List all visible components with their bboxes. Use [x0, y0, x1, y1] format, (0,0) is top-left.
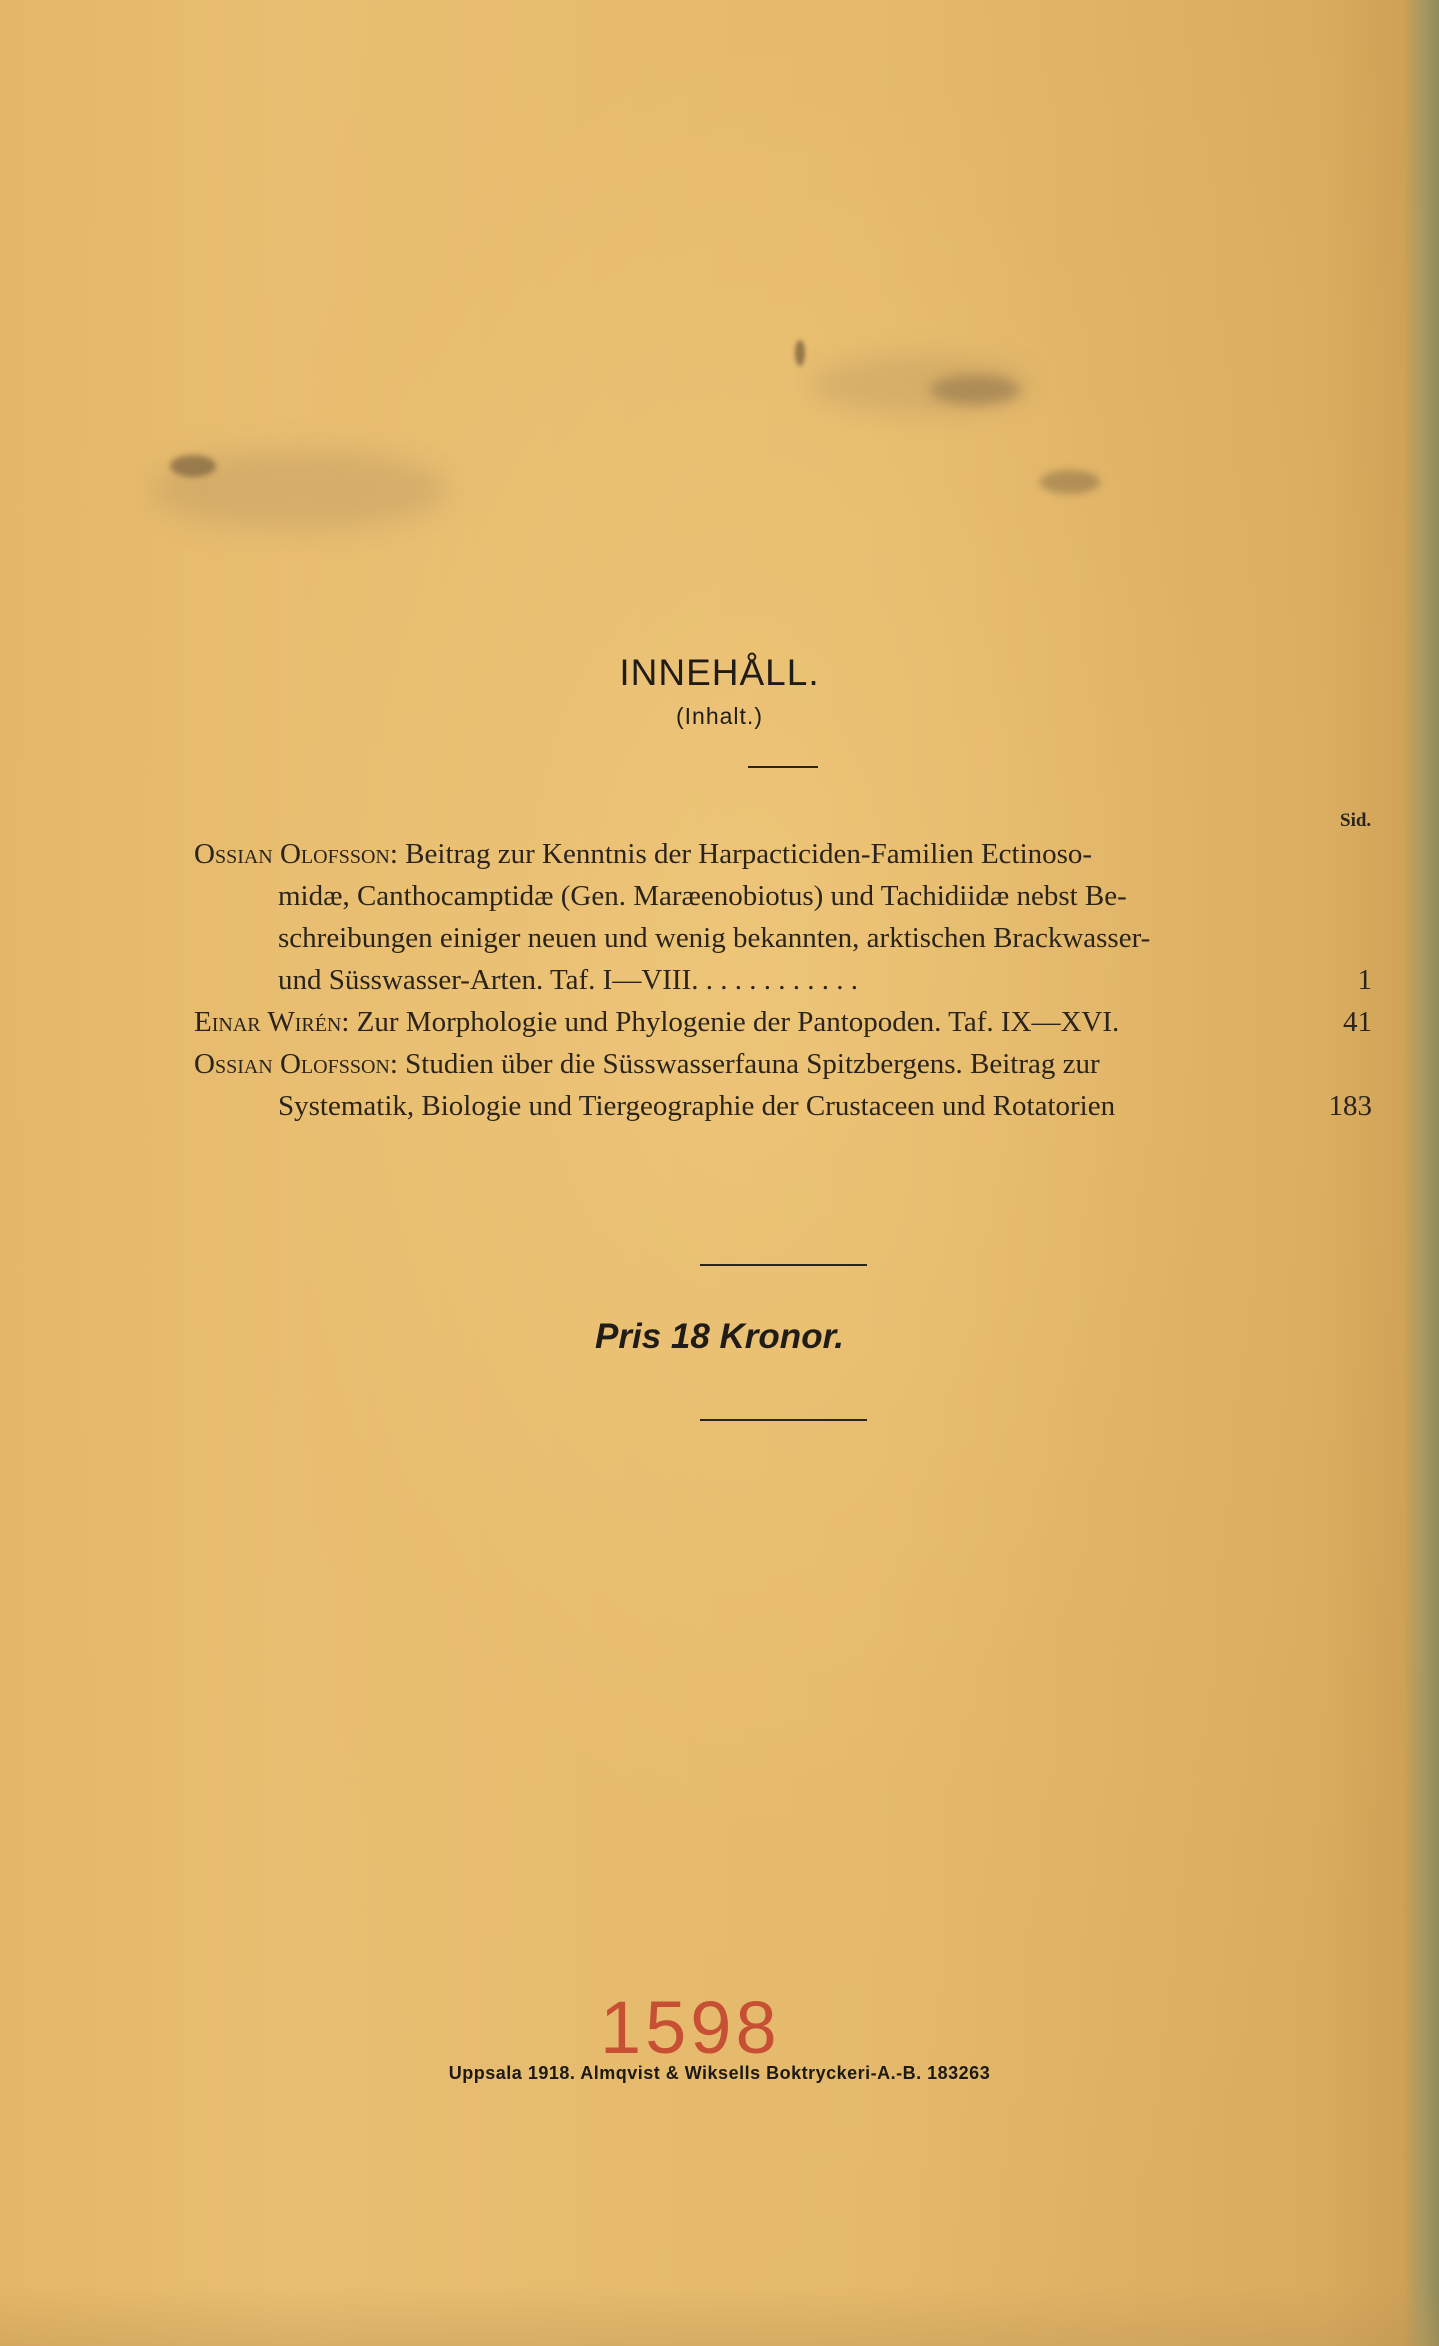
- toc-author: Einar Wirén: [194, 1006, 342, 1038]
- toc-author: Ossian Olofsson: [194, 838, 390, 870]
- page-edge-shadow: [1403, 0, 1439, 2346]
- toc-entry-1-line-2: midæ, Canthocamptidæ (Gen. Maræenobiotus) und Tachidiidæ nebst Be-: [278, 880, 1127, 912]
- toc-author: Ossian Olofsson: [194, 1048, 390, 1080]
- toc-entry-text: Studien über die Süsswasserfauna Spitzbergens. Beitrag zur: [405, 1048, 1100, 1080]
- stain-mark: [1040, 470, 1100, 494]
- stain-mark: [930, 375, 1020, 405]
- toc-entry-1-line-3: schreibungen einiger neuen und wenig bekannten, arktischen Brackwasser-: [278, 922, 1151, 954]
- page-subtitle: (Inhalt.): [676, 703, 763, 729]
- page-edge-shadow: [0, 2286, 1439, 2346]
- toc-entry-1-line-1: Ossian Olofsson: Beitrag zur Kenntnis der Harpacticiden-Familien Ectinoso-: [194, 838, 1093, 870]
- toc-page-number: 41: [1343, 1006, 1372, 1038]
- printer-imprint: Uppsala 1918. Almqvist & Wiksells Boktryckeri-A.-B. 183263: [448, 2063, 991, 2083]
- divider: [700, 1264, 867, 1266]
- page-title: INNEHÅLL.: [619, 652, 820, 693]
- toc-entry-2-line-1: Einar Wirén: Zur Morphologie und Phylogenie der Pantopoden. Taf. IX—XVI.: [194, 1006, 1120, 1038]
- divider: [748, 766, 818, 768]
- stain-mark: [795, 340, 805, 366]
- page-column-label: Sid.: [1340, 810, 1372, 831]
- divider: [700, 1419, 867, 1421]
- stain-mark: [170, 455, 216, 477]
- toc-entry-text: Beitrag zur Kenntnis der Harpacticiden-Familien Ectinoso-: [405, 838, 1093, 870]
- toc-entry-3-line-1: Ossian Olofsson: Studien über die Süsswasserfauna Spitzbergens. Beitrag zur: [194, 1048, 1100, 1080]
- toc-page-number: 183: [1328, 1090, 1372, 1122]
- toc-entry-text: Zur Morphologie und Phylogenie der Pantopoden. Taf. IX—XVI.: [356, 1006, 1120, 1038]
- price-label: Pris 18 Kronor.: [595, 1317, 844, 1356]
- toc-entry-1-line-4: und Süsswasser-Arten. Taf. I—VIII. . . . . . . . . . . .: [278, 964, 858, 996]
- toc-entry-3-line-2: Systematik, Biologie und Tiergeographie der Crustaceen und Rotatorien: [278, 1090, 1116, 1122]
- toc-page-number: 1: [1357, 964, 1372, 996]
- library-stamp: 1598: [600, 1986, 781, 2069]
